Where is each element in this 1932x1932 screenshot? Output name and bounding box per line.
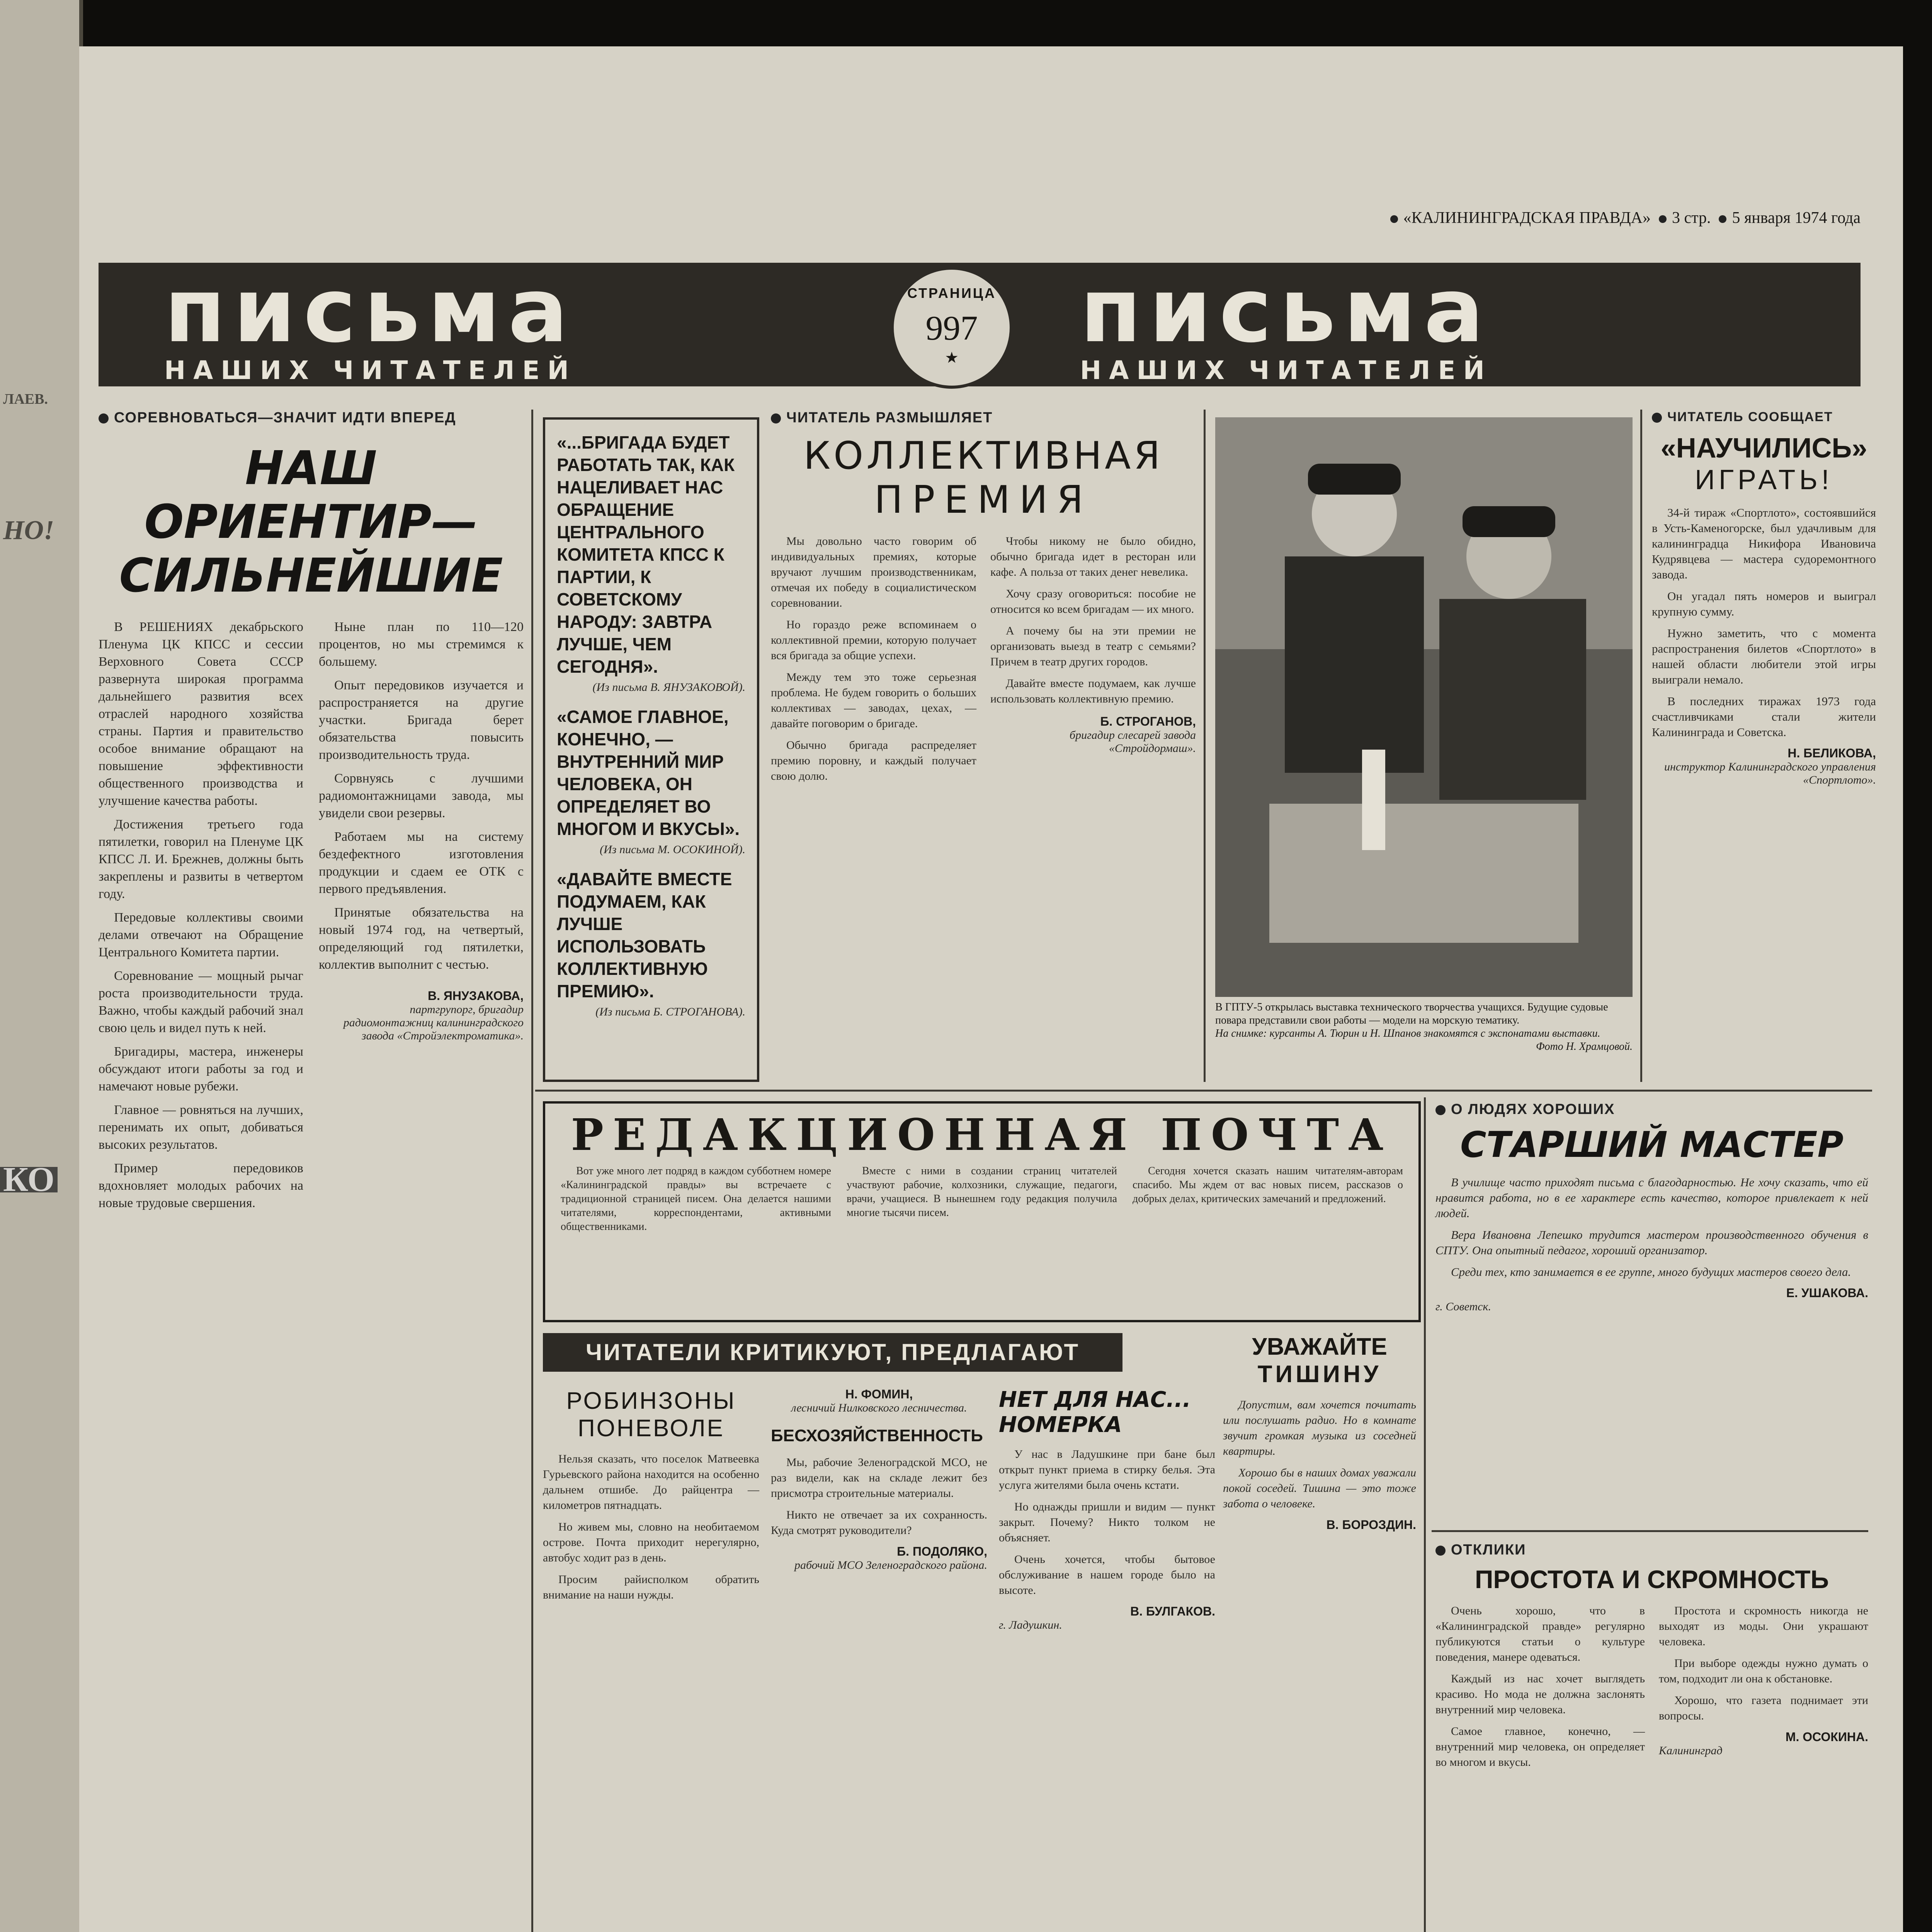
article-tishina xyxy=(1223,1333,1416,1932)
column-rule xyxy=(1640,410,1642,1082)
photo-sailors xyxy=(1215,417,1633,997)
article-paragraph: Но гораздо реже вспоминаем о коллективной премии, которую получает вся бригада за общие успехи. xyxy=(771,618,976,662)
article-signature: Н. БЕЛИКОВА, xyxy=(1787,746,1876,760)
issue-date: 5 января 1974 года xyxy=(1732,209,1861,227)
article-signature-role: рабочий МСО Зеленоградского района. xyxy=(794,1559,987,1571)
article-column xyxy=(319,618,524,1218)
article-paragraph: Пример передовиков вдохновляет молодых рабочих на новые трудовые свершения. xyxy=(99,1161,303,1210)
article-paragraph: Хорошо бы в наших домах уважали покой соседей. Тишина — это тоже забота о человеке. xyxy=(1223,1466,1416,1510)
article-headline: ПРОСТОТА И СКРОМНОСТЬ xyxy=(1475,1565,1829,1594)
article-paragraph: Хорошо, что газета поднимает эти вопросы. xyxy=(1659,1694,1868,1722)
article-paragraph: Хочу сразу оговориться: пособие не относится ко всем бригадам — их много. xyxy=(990,587,1196,616)
article-paragraph: Давайте вместе подумаем, как лучше использовать коллективную премию. xyxy=(990,677,1196,705)
editorial-paragraph: Сегодня хочется сказать нашим читателям-авторам спасибо. Мы ждем от вас новых писем, рассказов о добрых делах, критических замечаний и предложений. xyxy=(1133,1165,1403,1205)
article-paragraph: Чтобы никому не было обидно, обычно бригада идет в ресторан или кафе. А польза от таких денег невелика. xyxy=(990,535,1196,578)
article-nomerka xyxy=(999,1387,1215,1932)
article-rubric: О ЛЮДЯХ ХОРОШИХ xyxy=(1435,1101,1868,1118)
article-headline: СИЛЬНЕЙШИЕ xyxy=(119,549,503,603)
quote-source: (Из письма М. ОСОКИНОЙ). xyxy=(600,843,745,856)
article-paragraph: Ныне план по 110—120 процентов, но мы стремимся к большему. xyxy=(319,620,524,669)
article-column xyxy=(990,534,1196,790)
masthead-title-right: письма xyxy=(1080,259,1492,362)
page-number: 3 стр. xyxy=(1672,209,1711,227)
article-paragraph: Допустим, вам хочется почитать или послушать радио. Но в комнате звучит громкая музыка из соседней квартиры. xyxy=(1223,1398,1416,1458)
article-paragraph: У нас в Ладушкине при бане был открыт пункт приема в стирку белья. Эта услуга жителями была очень кстати. xyxy=(999,1448,1215,1492)
editorial-mail-title: РЕДАКЦИОННАЯ ПОЧТА xyxy=(571,1110,1393,1160)
photo-credit: Фото Н. Храмцовой. xyxy=(1536,1041,1633,1053)
article-headline: СТАРШИЙ МАСТЕР xyxy=(1460,1124,1844,1165)
photo-caption-text: В ГПТУ-5 открылась выставка технического творчества учащихся. Будущие судовые повара представили свои работы — модели на морскую тематику. xyxy=(1215,1001,1608,1026)
article-robinzony xyxy=(543,1387,759,1932)
article-paragraph: Очень хорошо, что в «Калининградской правде» регулярно публикуются статьи о культуре поведения, манере одеваться. xyxy=(1435,1604,1645,1663)
photo-caption-text: На снимке: курсанты А. Тюрин и Н. Шпанов знакомятся с экспонатами выставки. xyxy=(1215,1027,1600,1039)
article-paragraph: Каждый из нас хочет выглядеть красиво. Но мода не должна заслонять внутренний мир человека. xyxy=(1435,1672,1645,1716)
article-signature-place: г. Советск. xyxy=(1435,1300,1491,1313)
reader-quote: «САМОЕ ГЛАВНОЕ, КОНЕЧНО, — ВНУТРЕННИЙ МИР ЧЕЛОВЕКА, ОН ОПРЕДЕЛЯЕТ ВО МНОГОМ И ВКУСЫ». xyxy=(557,707,740,839)
article-headline: ПОНЕВОЛЕ xyxy=(578,1415,724,1442)
article-signature: Е. УШАКОВА. xyxy=(1786,1286,1868,1300)
editorial-paragraph: Вместе с ними в создании страниц читателей участвуют рабочие, колхозники, служащие, педагоги, врачи, учащиеся. В нынешнем году редакция получила многие тысячи писем. xyxy=(847,1165,1117,1219)
article-paragraph: В последних тиражах 1973 года счастливчиками стали жители Калининграда и Советска. xyxy=(1652,694,1876,739)
article-signature: Б. ПОДОЛЯКО, xyxy=(897,1544,987,1558)
article-master xyxy=(1435,1101,1868,1519)
article-rubric: ОТКЛИКИ xyxy=(1435,1542,1868,1558)
page-number-seal xyxy=(891,267,1013,389)
article-signature: В. ЯНУЗАКОВА, xyxy=(428,989,524,1003)
prev-page-text: НО! xyxy=(3,515,54,545)
article-paragraph: Простота и скромность никогда не выходят из моды. Они украшают человека. xyxy=(1659,1604,1868,1648)
article-signature: В. БУЛГАКОВ. xyxy=(1130,1604,1215,1618)
article-rubric: ЧИТАТЕЛЬ РАЗМЫШЛЯЕТ xyxy=(771,410,1196,426)
article-paragraph: Соревнование — мощный рычаг роста производительности труда. Важно, чтобы каждый рабочий знал свою цель и видел путь к ней. xyxy=(99,969,303,1035)
article-column xyxy=(99,618,303,1218)
section-rule xyxy=(1432,1530,1868,1532)
article-headline: ПРЕМИЯ xyxy=(874,478,1093,522)
article-paragraph: При выборе одежды нужно думать о том, подходит ли она к обстановке. xyxy=(1659,1657,1868,1685)
article-rubric: СОРЕВНОВАТЬСЯ—ЗНАЧИТ ИДТИ ВПЕРЕД xyxy=(99,410,524,426)
article-paragraph: Между тем это тоже серьезная проблема. Не будем говорить о больших коллективах — заводах, цехах, — давайте поговорим о бригаде. xyxy=(771,671,976,730)
article-column xyxy=(771,534,976,790)
article-prostota xyxy=(1435,1542,1868,1932)
previous-page-edge xyxy=(0,0,83,1932)
article-paragraph: Принятые обязательства на новый 1974 год, на четвертый, определяющий год пятилетки, коллектив выполнит с честью. xyxy=(319,905,524,972)
article-signature-role: партгрупорг, бригадир радиомонтажниц калининградского завода «Стройэлектроматика». xyxy=(343,1003,524,1042)
article-column xyxy=(1659,1603,1868,1776)
article-paragraph: Вера Ивановна Лепешко трудится мастером производственного обучения в СПТУ. Она опытный педагог, хороший организатор. xyxy=(1435,1228,1868,1257)
article-headline: НЕТ ДЛЯ НАС... xyxy=(999,1387,1191,1412)
prev-page-text: КО xyxy=(0,1167,58,1192)
article-rubric: ЧИТАТЕЛЬ СООБЩАЕТ xyxy=(1652,410,1876,425)
article-column xyxy=(1435,1603,1645,1776)
photo-sailors-image xyxy=(1215,417,1633,997)
article-signature-place: г. Ладушкин. xyxy=(999,1619,1062,1631)
article-headline: ТИШИНУ xyxy=(1257,1361,1382,1388)
article-paragraph: Очень хочется, чтобы бытовое обслуживание в нашем городе было на высоте. xyxy=(999,1553,1215,1597)
article-headline: РОБИНЗОНЫ xyxy=(566,1388,736,1414)
article-headline: «НАУЧИЛИСЬ» xyxy=(1660,433,1867,464)
article-paragraph: Опыт передовиков изучается и распространяется на другие участки. Бригада берет обязательства повысить производительность труда. xyxy=(319,678,524,762)
newspaper-page xyxy=(79,46,1903,1932)
quote-source: (Из письма Б. СТРОГАНОВА). xyxy=(595,1005,745,1018)
article-orientir xyxy=(99,410,524,1932)
paper-name: «КАЛИНИНГРАДСКАЯ ПРАВДА» xyxy=(1403,209,1651,227)
section-rule xyxy=(535,1090,1872,1092)
article-paragraph: Но живем мы, словно на необитаемом острове. Почта приходит нерегулярно, автобус ходит раз в день. xyxy=(543,1520,759,1564)
article-paragraph: Главное — ровняться на лучших, перенимать их опыт, добиваться высоких результатов. xyxy=(99,1103,303,1152)
article-signature: Н. ФОМИН, xyxy=(845,1387,913,1401)
article-signature-role: инструктор Калининградского управления «Спортлото». xyxy=(1664,760,1876,786)
article-paragraph: Нельзя сказать, что поселок Матвеевка Гурьевского района находится на особенно дальнем отшибе. До райцентра — километров пятнадцать. xyxy=(543,1452,759,1512)
prev-page-text: ЛАЕВ. xyxy=(3,391,48,407)
masthead-subtitle-left: НАШИХ ЧИТАТЕЛЕЙ xyxy=(164,355,577,385)
article-paragraph: Нужно заметить, что с момента распространения билетов «Спортлото» в нашей области любители этой игры выиграли немало. xyxy=(1652,626,1876,686)
editorial-mail-box xyxy=(543,1101,1421,1322)
article-paragraph: Сорвнуясь с лучшими радиомонтажницами завода, мы увидели свои резервы. xyxy=(319,771,524,820)
seal-number: 997 xyxy=(925,309,978,347)
column-rule xyxy=(1424,1097,1426,1932)
article-paragraph: А почему бы на эти премии не организовать выезд в театр с семьями? Причем в театр других городов. xyxy=(990,624,1196,668)
article-paragraph: Просим райисполком обратить внимание на наши нужды. xyxy=(543,1573,759,1601)
editorial-paragraph: Вот уже много лет подряд в каждом субботнем номере «Калининградской правды» вы встречаете с традиционной страницей писем. Она делается нашими читателями, корреспондентами, активными общественниками. xyxy=(561,1165,831,1233)
masthead-title-left: письма xyxy=(164,259,576,362)
masthead xyxy=(99,259,1861,386)
quote-source: (Из письма В. ЯНУЗАКОВОЙ). xyxy=(592,681,745,694)
article-signature: В. БОРОЗДИН. xyxy=(1326,1518,1416,1532)
article-headline: НОМЕРКА xyxy=(999,1412,1122,1437)
article-beshoz xyxy=(771,1387,987,1932)
article-paragraph: В РЕШЕНИЯХ декабрьского Пленума ЦК КПСС и сессии Верховного Совета СССР развернута широкая программа дальнейшего развития всех отраслей народного хозяйства страны. Партия и правительство особое внимание обращают на повышение эффективности общественного производства и улучшение качества работы. xyxy=(99,620,303,808)
article-paragraph: Бригадиры, мастера, инженеры обсуждают итоги работы за год и намечают новые рубежи. xyxy=(99,1044,303,1094)
reader-quote: «...БРИГАДА БУДЕТ РАБОТАТЬ ТАК, КАК НАЦЕЛИВАЕТ НАС ОБРАЩЕНИЕ ЦЕНТРАЛЬНОГО КОМИТЕТА КПСС К ПАРТИИ, К СОВЕТСКОМУ НАРОДУ: ЗАВТРА ЛУЧШЕ, ЧЕМ СЕГОДНЯ». xyxy=(557,432,735,677)
article-headline: УВАЖАЙТЕ xyxy=(1252,1333,1387,1360)
article-paragraph: Среди тех, кто занимается в ее группе, много будущих мастеров своего дела. xyxy=(1451,1265,1851,1279)
article-nauchilis xyxy=(1652,410,1876,1082)
article-paragraph: Мы довольно часто говорим об индивидуальных премиях, которые вручают лучшим производственникам, отмечая их победу в социалистическом соревновании. xyxy=(771,535,976,609)
article-signature-place: Калининград xyxy=(1659,1744,1723,1757)
article-signature: М. ОСОКИНА. xyxy=(1785,1730,1868,1744)
article-paragraph: Мы, рабочие Зеленоградской МСО, не раз видели, как на складе лежит без присмотра строительные материалы. xyxy=(771,1456,987,1500)
article-paragraph: 34-й тираж «Спортлото», состоявшийся в Усть-Каменогорске, был удачливым для калининградца Никифора Ивановича Кудрявцева — мастера судоремонтного завода. xyxy=(1652,506,1876,581)
article-headline: БЕСХОЗЯЙСТВЕННОСТЬ xyxy=(771,1426,983,1445)
article-paragraph: Достижения третьего года пятилетки, говорил на Пленуме ЦК КПСС Л. И. Брежнев, должны быть закреплены и развиты в четвертом году. xyxy=(99,817,303,901)
article-headline: ИГРАТЬ! xyxy=(1695,464,1833,495)
reader-quote: «ДАВАЙТЕ ВМЕСТЕ ПОДУМАЕМ, КАК ЛУЧШЕ ИСПОЛЬЗОВАТЬ КОЛЛЕКТИВНУЮ ПРЕМИЮ». xyxy=(557,869,732,1001)
article-paragraph: Передовые коллективы своими делами отвечают на Обращение Центрального Комитета партии. xyxy=(99,910,303,959)
article-signature-role: бригадир слесарей завода «Стройдормаш». xyxy=(1070,729,1196,755)
article-headline: КОЛЛЕКТИВНАЯ xyxy=(803,434,1163,478)
column-rule xyxy=(531,410,533,1932)
article-signature: Б. СТРОГАНОВ, xyxy=(1100,714,1196,728)
seal-star-icon: ★ xyxy=(945,349,959,367)
article-signature-role: лесничий Нилковского лесничества. xyxy=(791,1401,967,1414)
article-headline: НАШ ОРИЕНТИР— xyxy=(144,442,478,549)
article-paragraph: Самое главное, конечно, — внутренний мир человека, он определяет во многом и вкусы. xyxy=(1435,1725,1645,1769)
seal-text: СТРАНИЦА xyxy=(907,285,997,301)
article-paragraph: Никто не отвечает за их сохранность. Куда смотрят руководители? xyxy=(771,1509,987,1537)
article-paragraph: В училище часто приходят письма с благодарностью. Не хочу сказать, что ей нравится работа, но в ее характере есть качество, которое привлекает к ней людей. xyxy=(1435,1175,1868,1220)
quotes-box xyxy=(543,417,759,1082)
article-paragraph: Он угадал пять номеров и выиграл крупную сумму. xyxy=(1652,589,1876,618)
criticize-banner: ЧИТАТЕЛИ КРИТИКУЮТ, ПРЕДЛАГАЮТ xyxy=(543,1333,1122,1372)
article-premia xyxy=(771,410,1196,1082)
page-header xyxy=(1390,209,1861,227)
photo-caption xyxy=(1215,1001,1633,1053)
masthead-subtitle-right: НАШИХ ЧИТАТЕЛЕЙ xyxy=(1080,355,1492,385)
article-paragraph: Обычно бригада распределяет премию поровну, и каждый получает свою долю. xyxy=(771,739,976,782)
article-paragraph: Работаем мы на систему бездефектного изготовления продукции и сдаем ее ОТК с первого предъявления. xyxy=(319,830,524,896)
article-paragraph: Но однажды пришли и видим — пункт закрыт. Почему? Никто толком не объясняет. xyxy=(999,1500,1215,1544)
column-rule xyxy=(1204,410,1206,1082)
